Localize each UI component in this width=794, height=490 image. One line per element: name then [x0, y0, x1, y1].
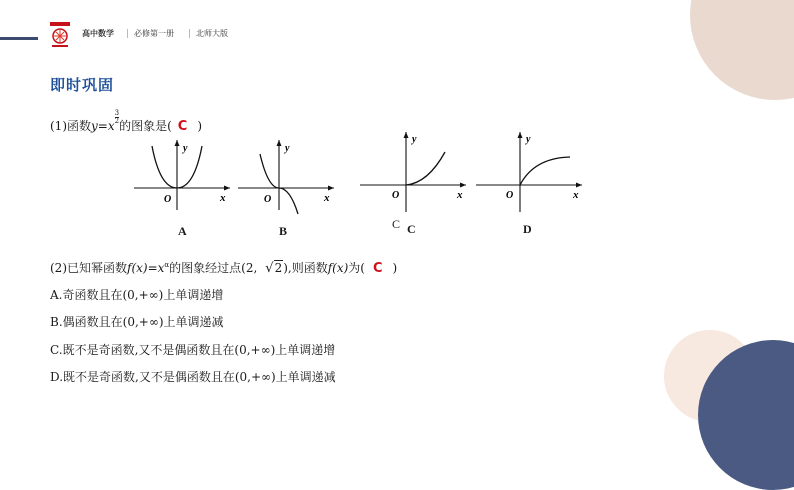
graph-d-x-label: x: [573, 189, 579, 201]
decorative-circle-top-right: [690, 0, 794, 100]
header-book: 必修第一册: [134, 29, 174, 38]
graph-b-y-label: y: [285, 143, 290, 154]
graph-d-label: D: [523, 222, 532, 236]
q2-part2: 的图象经过点(2,: [169, 261, 258, 275]
q2-close: ): [392, 261, 398, 275]
graph-c-label: C: [407, 222, 416, 236]
graph-c-answer-mark: C: [392, 217, 401, 231]
q2-option-c: C.既不是奇函数,又不是偶函数且在(0,+∞)上单调递增: [50, 343, 336, 357]
graph-b: [234, 134, 344, 216]
q2-fx2: f(x): [327, 261, 349, 275]
q1-suffix: 的图象是(: [119, 119, 172, 133]
q2-option-a: A.奇函数且在(0,+∞)上单调递增: [50, 288, 224, 302]
q2-fx: f(x)=x: [127, 261, 165, 275]
q1-func-x: x: [107, 119, 115, 133]
graph-a: [130, 134, 240, 216]
q1-func-y: y: [91, 119, 98, 133]
graph-d-origin: O: [506, 190, 514, 201]
graph-d: [472, 128, 588, 216]
q2-alpha: α: [164, 261, 170, 269]
header-subject: 高中数学: [82, 29, 114, 38]
q2-option-b: B.偶函数且在(0,+∞)上单调递减: [50, 315, 224, 329]
header-accent-bar: [0, 37, 38, 40]
graph-a-origin: O: [164, 194, 172, 205]
graph-c-y-label: y: [412, 134, 417, 145]
q1-answer: C: [177, 119, 188, 134]
graph-c-x-label: x: [457, 189, 463, 201]
q2-part4: 为(: [348, 261, 365, 275]
q1-exponent-denominator: 2: [114, 117, 120, 125]
q1-close: ): [197, 119, 203, 133]
graph-b-origin: O: [264, 194, 272, 205]
header-divider: [127, 29, 128, 38]
graph-c-origin: O: [392, 190, 400, 201]
graph-a-x-label: x: [220, 192, 226, 204]
q2-answer: C: [372, 261, 383, 276]
graph-a-y-label: y: [183, 143, 188, 154]
q2-part3: ),则函数: [283, 261, 328, 275]
q1-exponent-numerator: 3: [114, 109, 120, 117]
graph-c: [356, 128, 472, 216]
header-divider: [189, 29, 190, 38]
q2-part1: (2)已知幂函数: [50, 261, 127, 275]
graph-d-y-label: y: [526, 134, 531, 145]
question-2-stem: [50, 259, 397, 276]
q1-prefix: (1)函数: [50, 119, 91, 133]
graph-b-x-label: x: [324, 192, 330, 204]
graph-b-label: B: [279, 224, 288, 238]
question-1-stem: [50, 110, 202, 134]
q2-sqrt-value: 2: [274, 261, 283, 275]
publisher-logo-icon: [48, 22, 72, 48]
q1-func-eq: =: [97, 119, 108, 133]
header-edition: 北师大版: [196, 29, 228, 38]
section-title: 即时巩固: [50, 76, 115, 94]
q2-sqrt: √2: [265, 261, 283, 276]
q2-option-d: D.既不是奇函数,又不是偶函数且在(0,+∞)上单调递减: [50, 370, 336, 384]
graph-a-label: A: [178, 224, 187, 238]
